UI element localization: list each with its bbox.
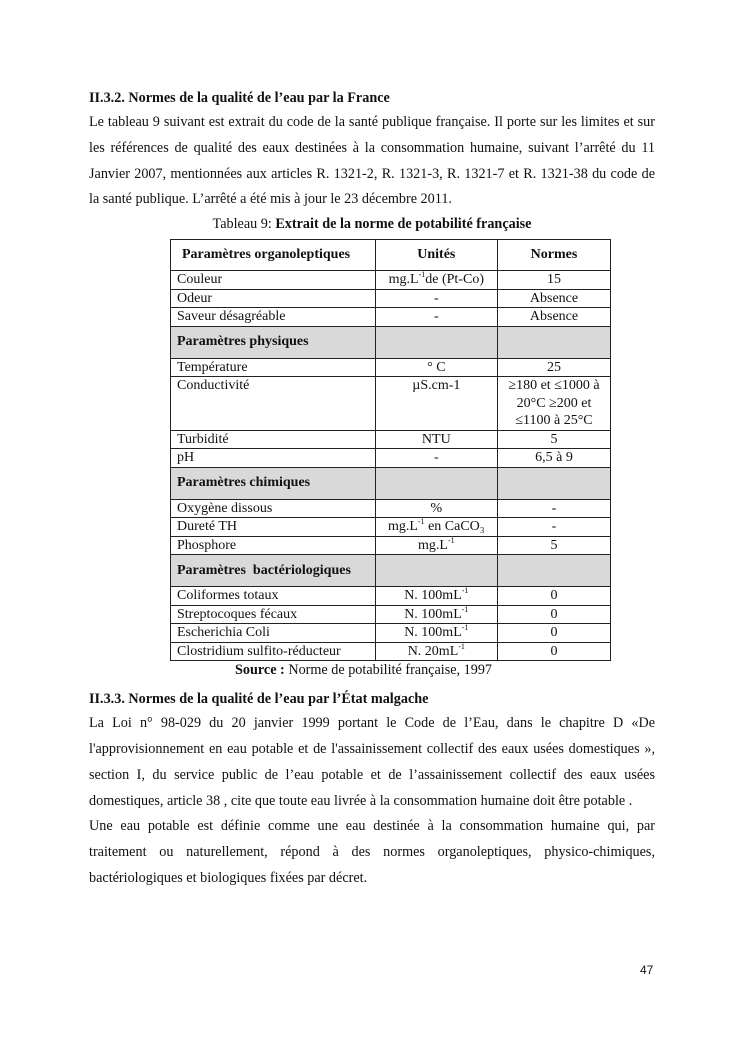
section-label: Paramètres physiques xyxy=(171,326,376,358)
table-row xyxy=(171,358,611,377)
unit-cell: N. $100mL^{-1}$ xyxy=(375,605,497,624)
norm-cell: Absence xyxy=(498,308,611,327)
norm-cell: 0 xyxy=(498,605,611,624)
source-label: Source : xyxy=(235,662,285,679)
section-label: Paramètres chimiques xyxy=(171,467,376,499)
param-cell: Température xyxy=(171,358,376,377)
table-header-row xyxy=(171,240,611,271)
header-norms: Normes xyxy=(498,240,611,271)
table-row xyxy=(171,430,611,449)
unit-cell: N. $100mL^{-1}$ xyxy=(375,624,497,643)
param-cell: Phosphore xyxy=(171,536,376,555)
page-number: 47 xyxy=(640,963,654,977)
table-row xyxy=(171,518,611,537)
section-heading-france: II.3.2. Normes de la qualité de l’eau par la France xyxy=(89,90,390,106)
intro-paragraph: Le tableau 9 suivant est extrait du code de la santé publique française. Il porte sur les limites et sur les références de qualité des eaux destinées à la consommation humaine, suivant l’arrêté du 11 Janvier 2007, mentionnées aux articles R. 1321-2, R. 1321-3, R. 1321-7 et R. 1321-38 du code de la santé publique. L’arrêté a été mis à jour le 23 décembre 2011. xyxy=(89,114,655,208)
unit-cell: - xyxy=(375,308,497,327)
param-cell: Conductivité xyxy=(171,377,376,431)
param-cell: pH xyxy=(171,449,376,468)
unit-cell: µS.cm-1 xyxy=(375,377,497,431)
table-row xyxy=(171,587,611,606)
section-label: Paramètres bactériologiques xyxy=(171,555,376,587)
unit-cell: $mg.L^{-1}$ en CaCO₃ xyxy=(375,518,497,537)
table-row xyxy=(171,271,611,290)
definition-paragraph: Une eau potable est définie comme une eau destinée à la consommation humaine qui, par traitement ou naturellement, répond à des normes organoleptiques, physico-chimiques, bactériologiques et biologiques fixées par décret. xyxy=(89,818,655,886)
norm-cell: 6,5 à 9 xyxy=(498,449,611,468)
law-paragraph: La Loi n° 98-029 du 20 janvier 1999 portant le Code de l’Eau, dans le chapitre D «De l'approvisionnement en eau potable et de l'assainissement collectif des eaux usées domestiques », section I, du service public de l’eau potable et de l’assainissement collectif des eaux usées domestiques, article 38 , cite que toute eau livrée à la consommation humaine doit être potable . xyxy=(89,715,655,809)
section-row-bacterio xyxy=(171,555,611,587)
table-source xyxy=(235,661,655,679)
header-parameters: Paramètres organoleptiques xyxy=(171,240,376,271)
potability-table xyxy=(170,239,611,661)
table-row xyxy=(171,308,611,327)
table-row xyxy=(171,499,611,518)
table-row xyxy=(171,289,611,308)
norm-cell: - xyxy=(498,518,611,537)
norm-cell: 0 xyxy=(498,642,611,661)
table-row xyxy=(171,536,611,555)
table-row xyxy=(171,624,611,643)
table-row xyxy=(171,449,611,468)
unit-cell: NTU xyxy=(375,430,497,449)
norm-cell: 5 xyxy=(498,536,611,555)
param-cell: Saveur désagréable xyxy=(171,308,376,327)
param-cell: Turbidité xyxy=(171,430,376,449)
norm-cell: - xyxy=(498,499,611,518)
norm-cell: 0 xyxy=(498,587,611,606)
section-row-chemical xyxy=(171,467,611,499)
section-heading-madagascar: II.3.3. Normes de la qualité de l’eau par l’État malgache xyxy=(89,691,429,708)
param-cell: Dureté TH xyxy=(171,518,376,537)
table-caption xyxy=(89,213,655,235)
param-cell: Coliformes totaux xyxy=(171,587,376,606)
param-cell: Escherichia Coli xyxy=(171,624,376,643)
norm-cell: 25 xyxy=(498,358,611,377)
section-row-physical xyxy=(171,326,611,358)
param-cell: Odeur xyxy=(171,289,376,308)
unit-cell: % xyxy=(375,499,497,518)
table-row xyxy=(171,605,611,624)
unit-cell: ° C xyxy=(375,358,497,377)
param-cell: Streptocoques fécaux xyxy=(171,605,376,624)
source-text: Norme de potabilité française, 1997 xyxy=(284,662,493,679)
norm-cell: Absence xyxy=(498,289,611,308)
norm-cell: 5 xyxy=(498,430,611,449)
norm-cell: 15 xyxy=(498,271,611,290)
unit-cell: $mg.L^{-1}$ xyxy=(375,536,497,555)
table-row xyxy=(171,377,611,431)
table-row xyxy=(171,642,611,661)
header-units: Unités xyxy=(375,240,497,271)
unit-cell: - xyxy=(375,289,497,308)
unit-cell: N. $100mL^{-1}$ xyxy=(375,587,497,606)
caption-prefix: Tableau 9: xyxy=(212,216,276,233)
norm-cell: ≥180 et ≤1000 à 20°C ≥200 et ≤1100 à 25°C xyxy=(498,377,611,431)
norm-cell: 0 xyxy=(498,624,611,643)
unit-cell: - xyxy=(375,449,497,468)
unit-cell: $mg.L^{-1}de$ (Pt-Co) xyxy=(375,271,497,290)
param-cell: Oxygène dissous xyxy=(171,499,376,518)
document-page xyxy=(89,86,655,892)
param-cell: Clostridium sulfito-réducteur xyxy=(171,642,376,661)
param-cell: Couleur xyxy=(171,271,376,290)
caption-title: Extrait de la norme de potabilité française xyxy=(275,216,532,233)
unit-cell: N. $20mL^{-1}$ xyxy=(375,642,497,661)
